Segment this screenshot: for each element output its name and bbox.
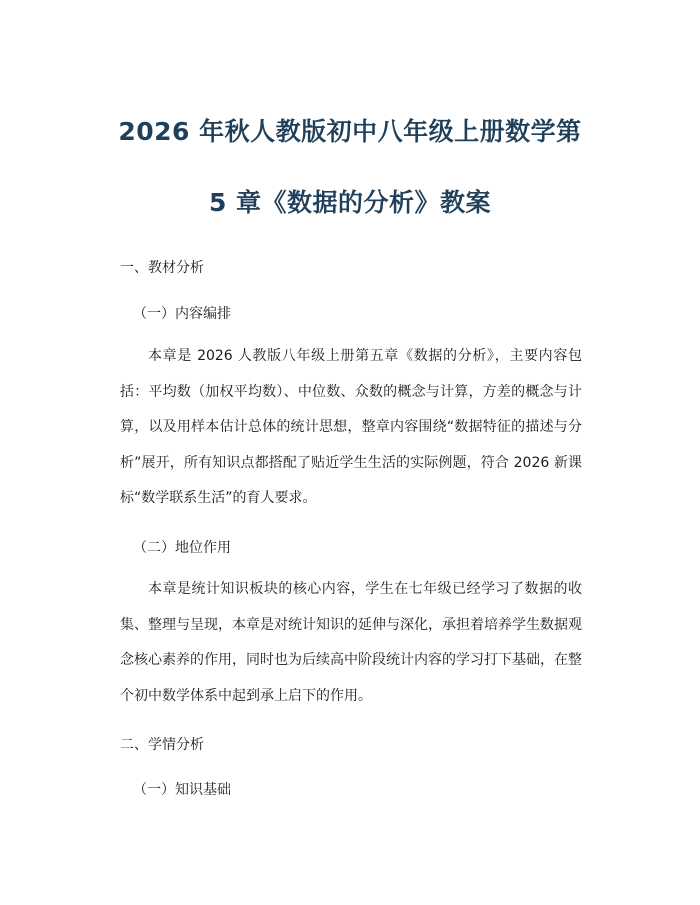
subsection-heading-status-role: （二）地位作用 [133, 540, 231, 556]
section-heading-textbook-analysis: 一、教材分析 [120, 260, 204, 276]
paragraph-content-arrangement: 本章是 2026 人教版八年级上册第五章《数据的分析》，主要内容包括：平均数（加权平均数）、中位数、众数的概念与计算，方差的概念与计算，以及用样本估计总体的统计思想，整章内容围绕“数据特征的描述与分析”展开，所有知识点都搭配了贴近学生生活的实际例题，符合 2026 新课标“数学联系生活”的育人要求。 [120, 348, 582, 506]
document-title-line-1: 2026 年秋人教版初中八年级上册数学第 [118, 117, 582, 146]
document-title-line-2: 5 章《数据的分析》教案 [208, 188, 492, 217]
section-heading-learner-analysis: 二、学情分析 [120, 737, 204, 753]
subsection-heading-content-arrangement: （一）内容编排 [133, 306, 231, 322]
subsection-heading-knowledge-base: （一）知识基础 [133, 782, 231, 798]
paragraph-status-role: 本章是统计知识板块的核心内容，学生在七年级已经学习了数据的收集、整理与呈现，本章是对统计知识的延伸与深化，承担着培养学生数据观念核心素养的作用，同时也为后续高中阶段统计内容的学习打下基础，在整个初中数学体系中起到承上启下的作用。 [120, 581, 582, 704]
